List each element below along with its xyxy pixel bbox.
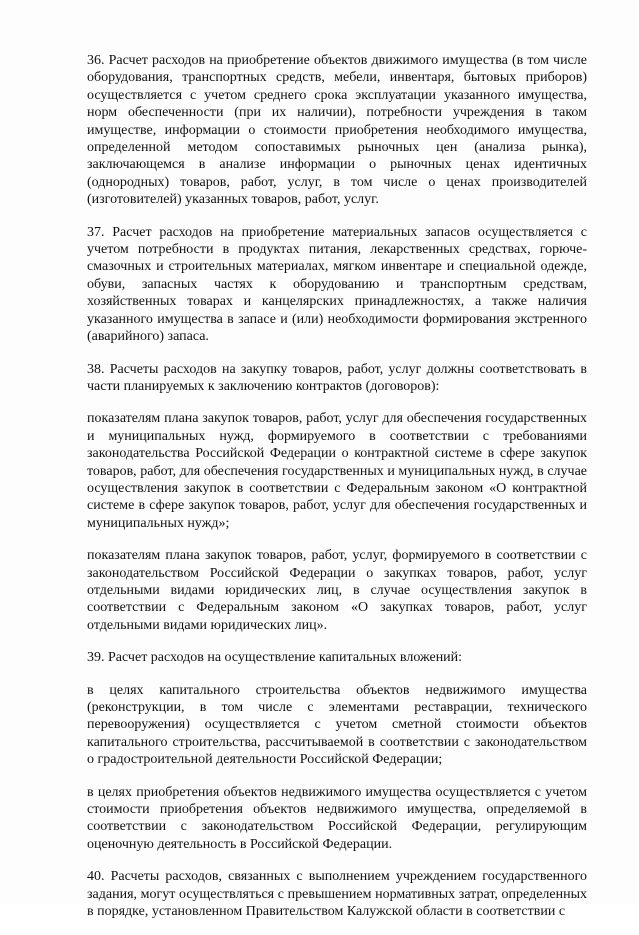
paragraph-38-item-2: показателям плана закупок товаров, работ, услуг, формируемого в соответствии с законодательством Российской Федерации о закупках товаров, работ, услуг отдельными видами юридических лиц, в случае осуществления закупок в соответствии с Федеральным законом «О закупках товаров, работ, услуг отдельными видами юридических лиц». xyxy=(87,548,587,633)
paragraph-40: 40. Расчеты расходов, связанных с выполнением учреждением государственного задания, могут осуществляться с превышением нормативных затрат, определенных в порядке, установленном Правительством Калужской области в соответствии с xyxy=(87,869,587,920)
document-body xyxy=(87,52,587,935)
paragraph-38: 38. Расчеты расходов на закупку товаров, работ, услуг должны соответствовать в части планируемых к заключению контрактов (договоров): xyxy=(87,361,587,394)
paragraph-39: 39. Расчет расходов на осуществление капитальных вложений: xyxy=(87,650,463,666)
paragraph-38-item-1: показателям плана закупок товаров, работ, услуг для обеспечения государственных и муниципальных нужд, формируемого в соответствии с требованиями законодательства Российской Федерации о контрактной системе в сфере закупок товаров, работ, для обеспечения государственных и муниципальных нужд, в случае осуществления закупок в соответствии с Федеральным законом «О контрактной системе в сфере закупок товаров, работ, услуг для обеспечения государственных и муниципальных нужд»; xyxy=(87,411,587,531)
paragraph-39-item-1: в целях капитального строительства объектов недвижимого имущества (реконструкции, в том числе с элементами реставрации, технического перевооружения) осуществляется с учетом сметной стоимости объектов капитального строительства, рассчитываемой в соответствии с законодательством о градостроительной деятельности Российской Федерации; xyxy=(87,682,587,768)
paragraph-37: 37. Расчет расходов на приобретение материальных запасов осуществляется с учетом потребности в продуктах питания, лекарственных средствах, горюче-смазочных и строительных материалах, мягком инвентаре и специальной одежде, обуви, запасных частях к оборудованию и транспортным средствам, хозяйственных товарах и канцелярских принадлежностях, а также наличия указанного имущества в запасе и (или) необходимости формирования экстренного (аварийного) запаса. xyxy=(87,224,587,345)
paragraph-39-item-2: в целях приобретения объектов недвижимого имущества осуществляется с учетом стоимости приобретения объектов недвижимого имущества, определяемой в соответствии с законодательством Российской Федерации, регулирующим оценочную деятельность в Российской Федерации. xyxy=(87,784,587,852)
paragraph-36: 36. Расчет расходов на приобретение объектов движимого имущества (в том числе оборудования, транспортных средств, мебели, инвентаря, бытовых приборов) осуществляется с учетом среднего срока эксплуатации указанного имущества, норм обеспеченности (при их наличии), потребности учреждения в таком имуществе, информации о стоимости приобретения необходимого имущества, определенной методом сопоставимых рыночных цен (анализа рынка), заключающемся в анализе информации о рыночных ценах идентичных (однородных) товаров, работ, услуг, в том числе о ценах производителей (изготовителей) указанных товаров, работ, услуг. xyxy=(87,53,587,208)
